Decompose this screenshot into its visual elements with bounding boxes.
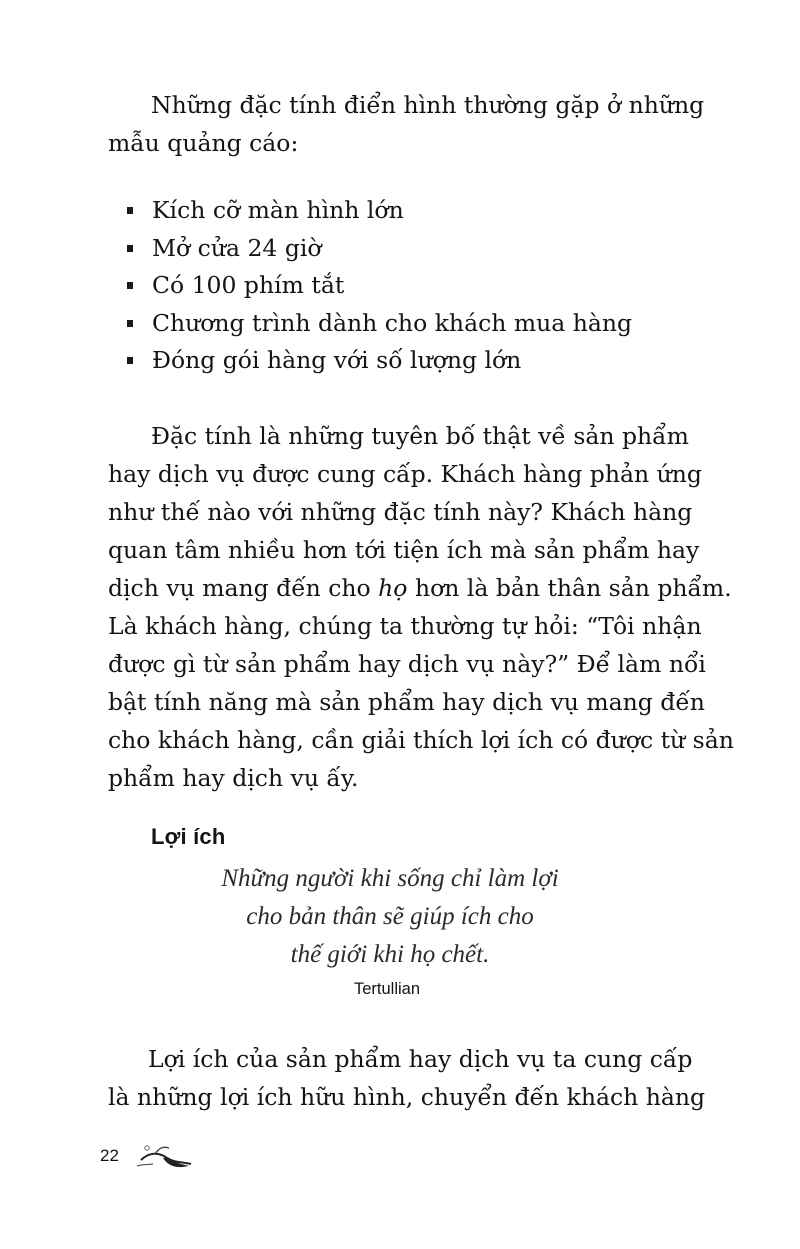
para2-line-3: như thế nào với những đặc tính này? Khách hàng [108,498,693,526]
list-item [127,342,632,380]
square-bullet-icon [127,282,133,289]
para2-line-9: cho khách hàng, cần giải thích lợi ích có được từ sản [108,726,734,754]
list-item [127,230,632,268]
body-paragraph-2 [108,417,734,797]
para2-line-10: phẩm hay dịch vụ ấy. [108,764,359,792]
body-paragraph-3 [108,1040,705,1116]
para2-line-1: Đặc tính là những tuyên bố thật về sản phẩm [151,422,689,450]
para2-line-5-end: hơn là bản thân sản phẩm. [407,574,732,602]
list-item-text: Kích cỡ màn hình lớn [152,196,404,224]
quote-line-1: Những người khi sống chỉ làm lợi [221,865,559,892]
features-list [127,192,632,380]
square-bullet-icon [127,357,133,364]
para3-line-2: là những lợi ích hữu hình, chuyển đến khách hàng [108,1083,706,1111]
list-item-text: Mở cửa 24 giờ [152,233,322,262]
page-number: 22 [100,1146,119,1165]
emphasis-text: họ [378,574,408,602]
square-bullet-icon [127,245,133,252]
list-item [127,267,632,305]
quote-line-2: cho bản thân sẽ giúp ích cho [246,903,534,930]
quote-author: Tertullian [354,980,421,998]
para2-line-8: bật tính năng mà sản phẩm hay dịch vụ mang đến [108,688,705,716]
para2-line-5-start: dịch vụ mang đến cho [108,574,379,602]
square-bullet-icon [127,320,133,327]
para2-line-5 [108,569,734,607]
para2-line-2: hay dịch vụ được cung cấp. Khách hàng phản ứng [108,460,702,488]
quote-line-3: thế giới khi họ chết. [290,941,490,968]
para2-line-4: quan tâm nhiều hơn tới tiện ích mà sản phẩm hay [108,536,700,564]
para3-line-1: Lợi ích của sản phẩm hay dịch vụ ta cung cấp [148,1045,693,1073]
para2-line-6: Là khách hàng, chúng ta thường tự hỏi: “Tôi nhận [108,612,702,640]
intro-paragraph [108,86,704,162]
flying-bird-icon [133,1140,197,1176]
list-item [127,305,632,343]
section-heading: Lợi ích [151,824,226,849]
epigraph-quote [160,860,620,974]
list-item [127,192,632,230]
list-item-text: Chương trình dành cho khách mua hàng [152,308,633,337]
list-item-text: Đóng gói hàng với số lượng lớn [152,346,522,374]
para2-line-7: được gì từ sản phẩm hay dịch vụ này?” Để làm nổi [108,650,706,678]
intro-line-1: Những đặc tính điển hình thường gặp ở những [151,91,705,119]
square-bullet-icon [127,207,133,214]
list-item-text: Có 100 phím tắt [152,271,345,299]
intro-line-2: mẫu quảng cáo: [108,129,299,157]
